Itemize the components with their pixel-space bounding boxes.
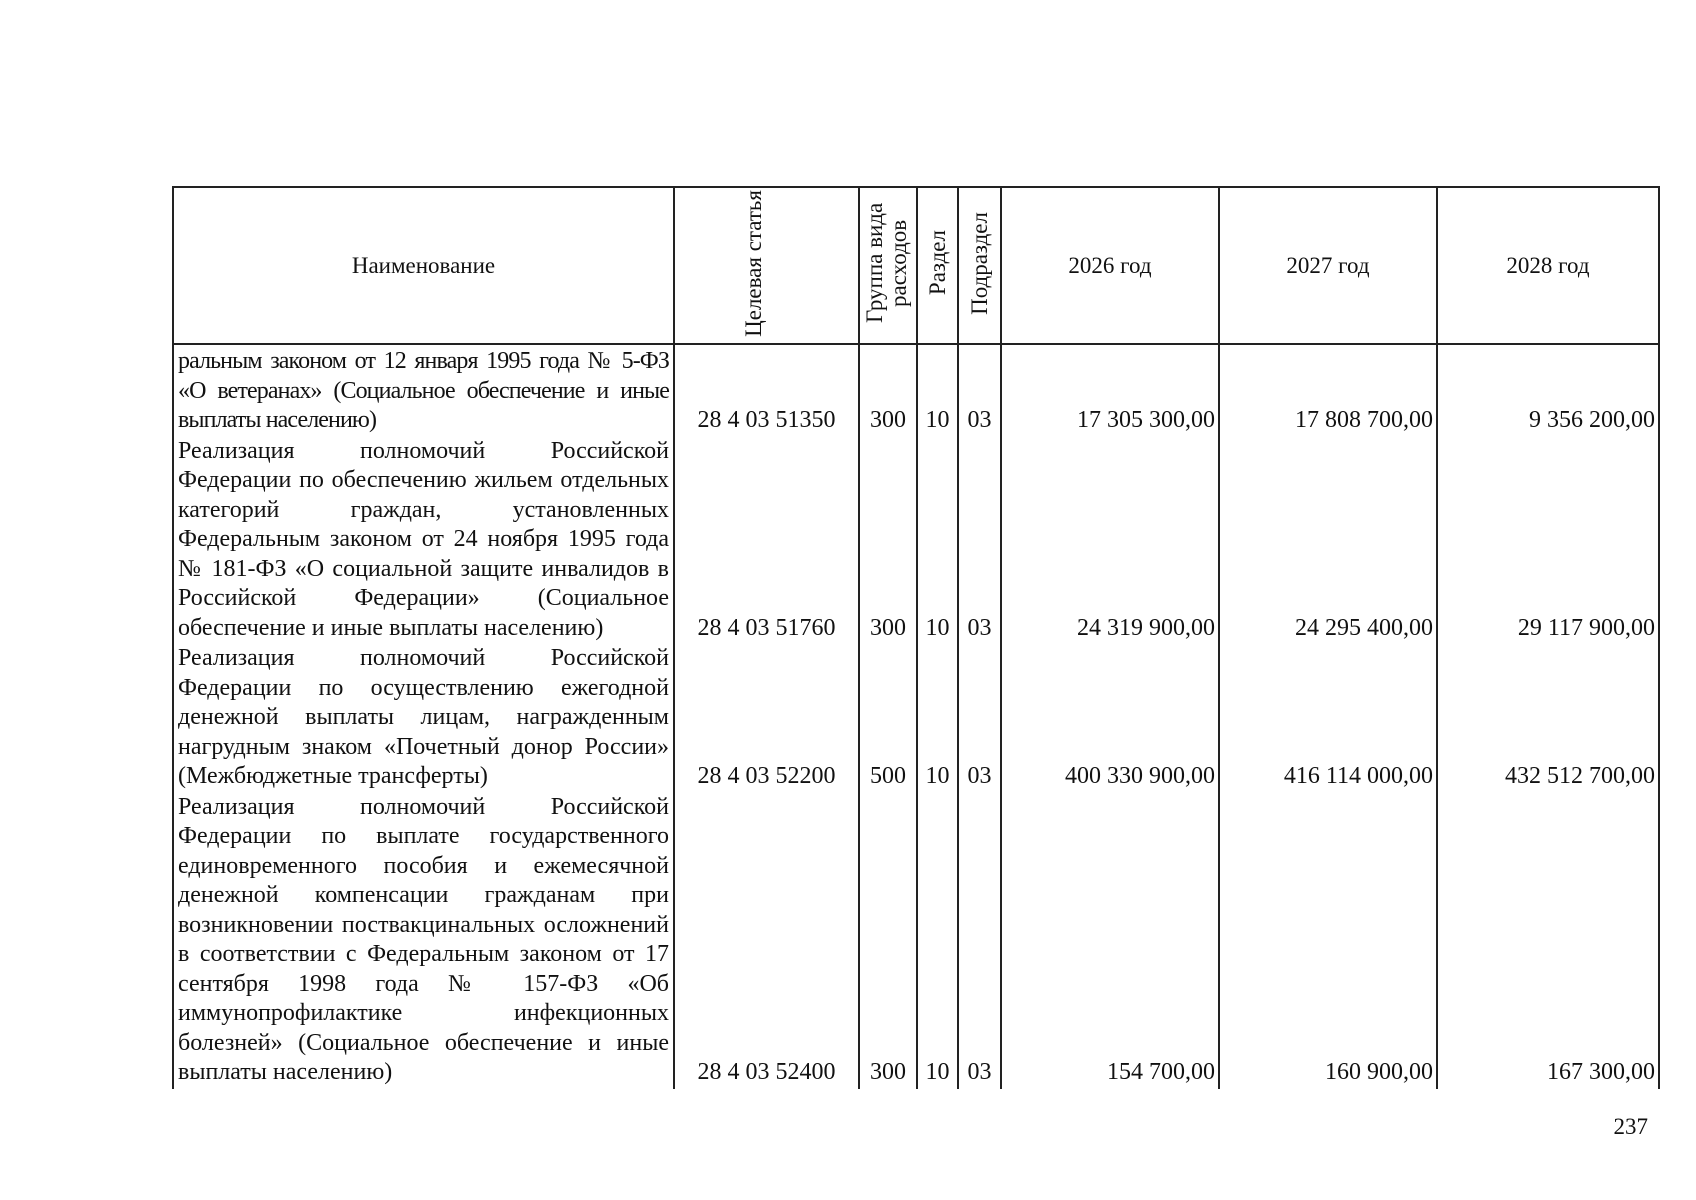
row-amount-2026: 154 700,00 — [1001, 793, 1219, 1089]
header-subsection — [958, 187, 1001, 344]
row-subsection: 03 — [958, 793, 1001, 1089]
row-name-text: Реализация полномочий Российской Федерации по осуществлению ежегодной денежной выплаты лицам, награжденным нагрудным знаком «Почетный донор России» (Межбюджетные трансферты) — [178, 645, 669, 789]
row-target-article: 28 4 03 52200 — [674, 644, 859, 793]
row-section: 10 — [917, 793, 958, 1089]
row-section: 10 — [917, 644, 958, 793]
row-subsection: 03 — [958, 437, 1001, 645]
header-section — [917, 187, 958, 344]
row-target-article: 28 4 03 51760 — [674, 437, 859, 645]
row-subsection: 03 — [958, 644, 1001, 793]
row-name-cell — [173, 644, 674, 793]
header-year-2028: 2028 год — [1437, 187, 1659, 344]
row-name-text: Реализация полномочий Российской Федерации по выплате государственного единовременного пособия и ежемесячной денежной компенсации гражданам при возникновении поствакцинальных осложнений в соответствии с Федеральным законом от 17 сентября 1998 года № 157-ФЗ «Об иммунопрофилактике инфекционных болезней» (Социальное обеспечение и иные выплаты населению) — [178, 793, 669, 1085]
row-amount-2028: 167 300,00 — [1437, 793, 1659, 1089]
row-amount-2027: 24 295 400,00 — [1219, 437, 1437, 645]
row-amount-2028: 432 512 700,00 — [1437, 644, 1659, 793]
row-section: 10 — [917, 344, 958, 437]
row-section: 10 — [917, 437, 958, 645]
header-year-2027: 2027 год — [1219, 187, 1437, 344]
row-name-text: ральным законом от 12 января 1995 года № 5-ФЗ «О ветеранах» (Социальное обеспечение и иные выплаты населению) — [178, 348, 669, 433]
row-amount-2028: 9 356 200,00 — [1437, 344, 1659, 437]
header-expense-group — [859, 187, 917, 344]
header-year-2026: 2026 год — [1001, 187, 1219, 344]
page-number: 237 — [1613, 1114, 1648, 1139]
header-target-article — [674, 187, 859, 344]
budget-table — [172, 186, 1660, 1089]
row-amount-2027: 17 808 700,00 — [1219, 344, 1437, 437]
header-target-article-label: Целевая статья — [740, 189, 766, 337]
row-name-cell — [173, 344, 674, 437]
table-row — [173, 793, 1659, 1089]
header-name: Наименование — [173, 187, 674, 344]
row-name-cell — [173, 437, 674, 645]
table-row — [173, 644, 1659, 793]
table-header-row — [173, 187, 1659, 344]
row-name-text: Реализация полномочий Российской Федерации по обеспечению жильем отдельных категорий граждан, установленных Федеральным законом от 24 ноября 1995 года № 181-ФЗ «О социальной защите инвалидов в Российской Федерации» (Социальное обеспечение и иные выплаты населению) — [178, 437, 669, 641]
row-name-cell — [173, 793, 674, 1089]
row-expense-group: 500 — [859, 644, 917, 793]
row-expense-group: 300 — [859, 793, 917, 1089]
row-expense-group: 300 — [859, 437, 917, 645]
header-section-label: Раздел — [924, 230, 950, 296]
header-expense-group-label: Группа вида расходов — [862, 202, 911, 324]
row-amount-2026: 400 330 900,00 — [1001, 644, 1219, 793]
row-amount-2026: 24 319 900,00 — [1001, 437, 1219, 645]
row-target-article: 28 4 03 52400 — [674, 793, 859, 1089]
table-row — [173, 437, 1659, 645]
row-amount-2027: 160 900,00 — [1219, 793, 1437, 1089]
row-subsection: 03 — [958, 344, 1001, 437]
table-row — [173, 344, 1659, 437]
row-expense-group: 300 — [859, 344, 917, 437]
header-subsection-label: Подраздел — [966, 211, 992, 315]
row-amount-2026: 17 305 300,00 — [1001, 344, 1219, 437]
row-amount-2028: 29 117 900,00 — [1437, 437, 1659, 645]
row-target-article: 28 4 03 51350 — [674, 344, 859, 437]
row-amount-2027: 416 114 000,00 — [1219, 644, 1437, 793]
